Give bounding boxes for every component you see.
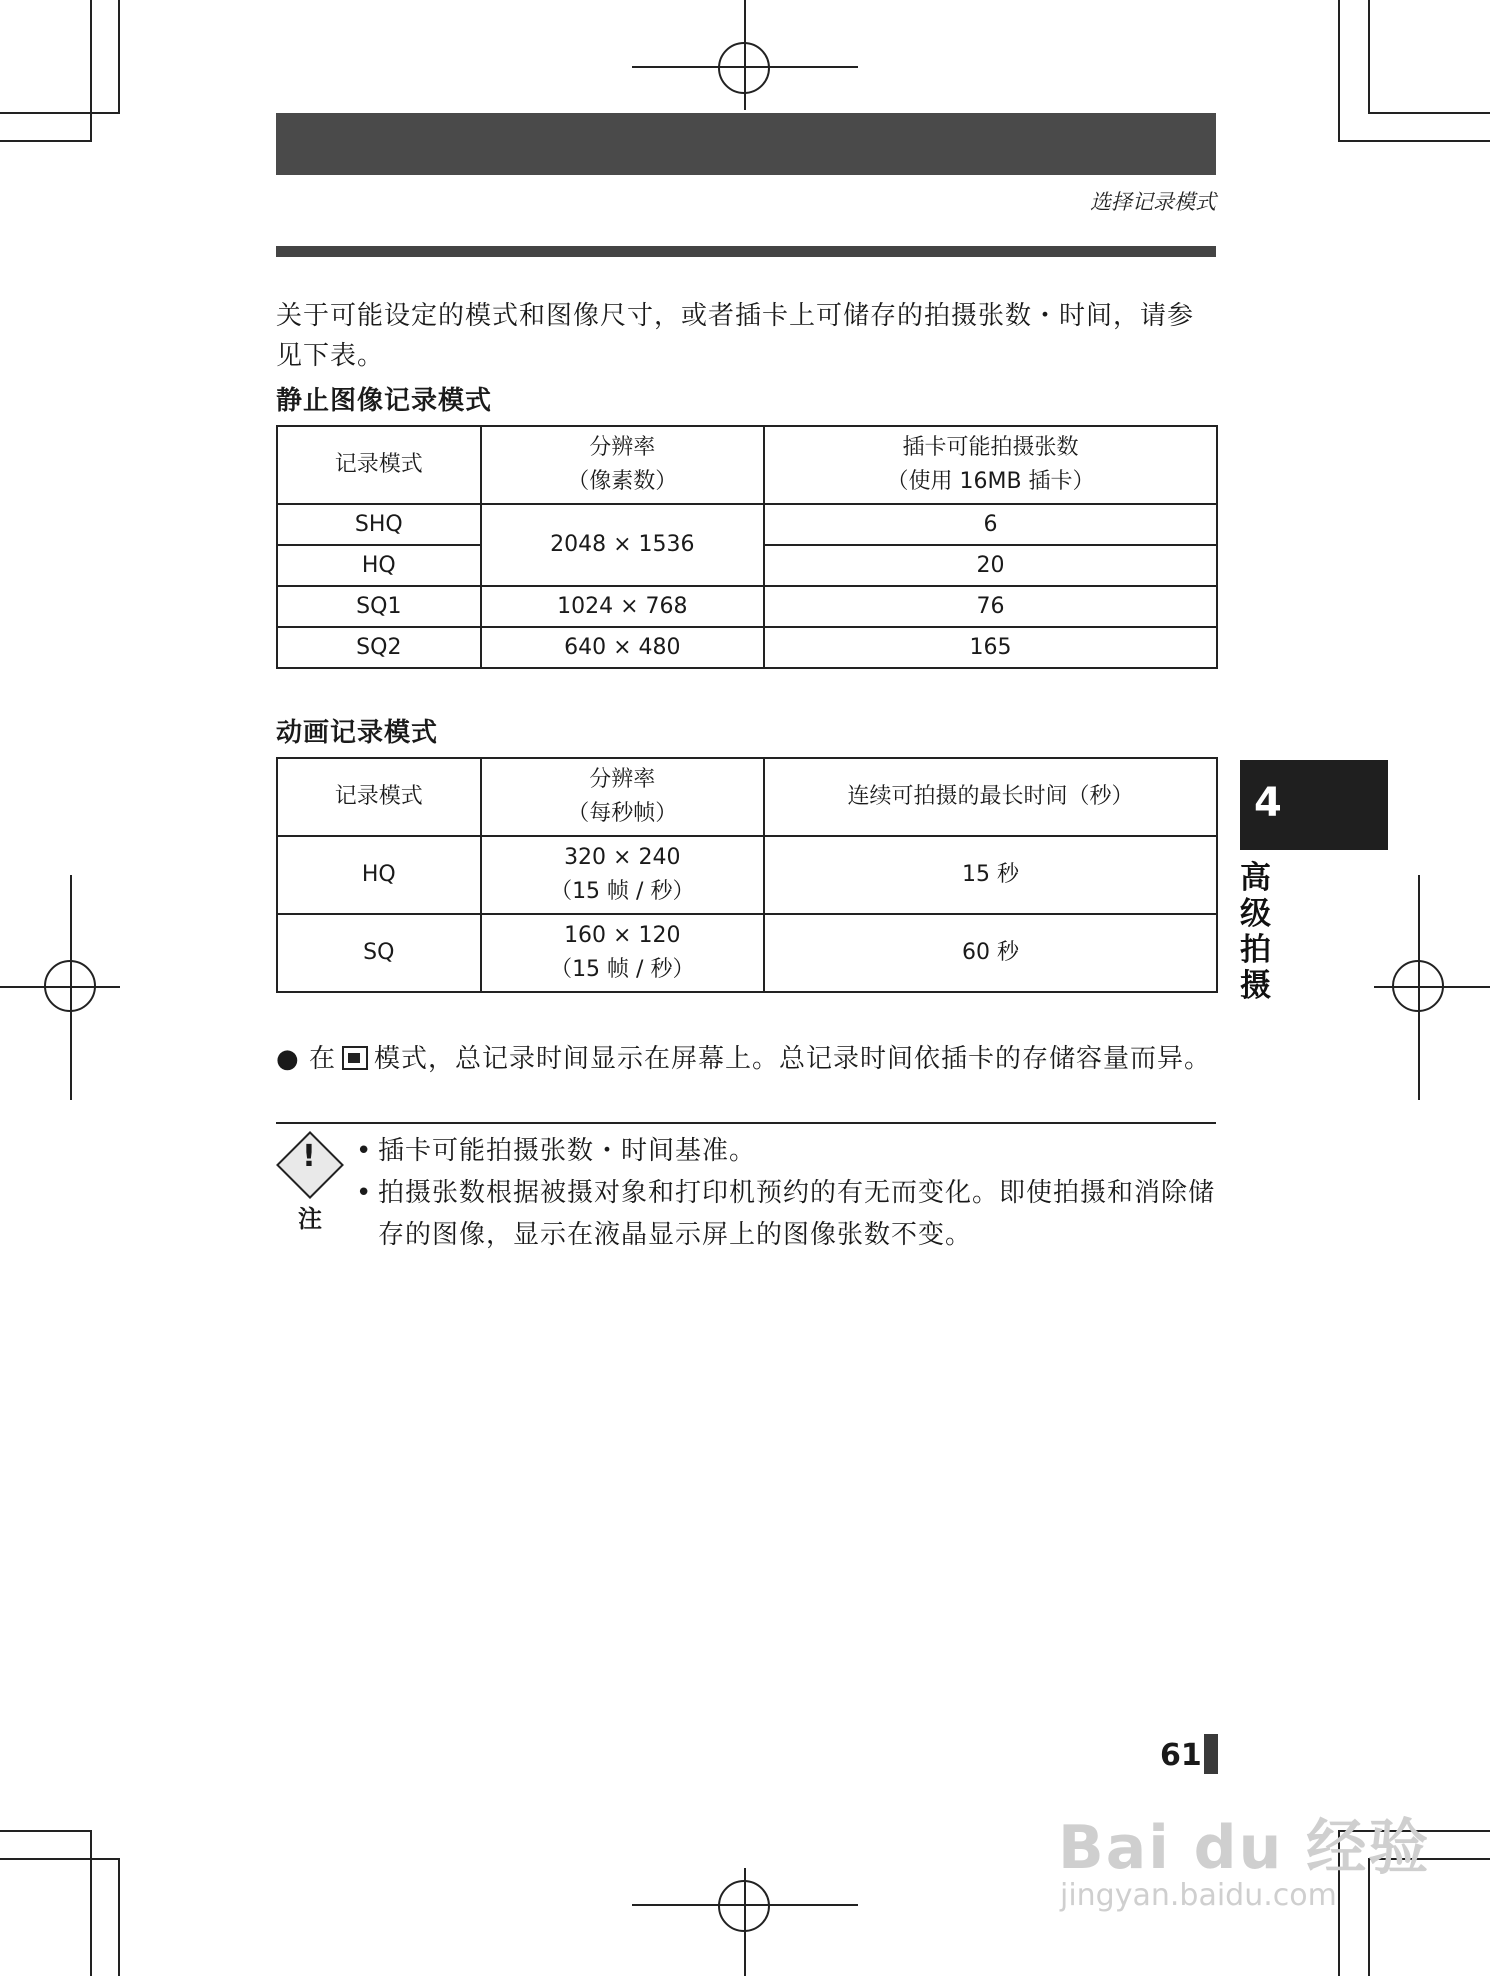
col-header-mode: 记录模式: [277, 426, 481, 504]
table-row: [277, 586, 1217, 627]
registration-mark: [44, 960, 96, 1012]
col-header-resolution-unit: （每秒帧）: [567, 801, 678, 826]
registration-mark: [718, 1880, 770, 1932]
cell-count: 165: [764, 627, 1217, 668]
header-bar: [276, 113, 1216, 175]
watermark-url: jingyan.baidu.com: [1060, 1878, 1337, 1913]
chapter-tab: [1240, 760, 1388, 850]
movie-mode-note: [276, 1038, 1211, 1075]
cell-time: 15 秒: [764, 836, 1217, 914]
crop-mark: [0, 112, 120, 114]
crop-mark: [1368, 112, 1490, 114]
watermark-logo: Bai du 经验: [1058, 1813, 1431, 1883]
table-row: [277, 836, 1217, 914]
cell-fps-value: （15 帧 / 秒）: [550, 879, 695, 904]
bullet-prefix: ● 在: [276, 1044, 336, 1074]
note-rule: [276, 1122, 1216, 1124]
col-header-mode: 记录模式: [277, 758, 481, 836]
chapter-number: 4: [1254, 780, 1282, 826]
col-header-count-unit: （使用 16MB 插卡）: [886, 469, 1095, 494]
crop-mark: [118, 1858, 120, 1976]
col-header-count: [764, 426, 1217, 504]
movie-table-heading: 动画记录模式: [276, 718, 439, 748]
table-row: [277, 914, 1217, 992]
bullet-suffix: 模式，总记录时间显示在屏幕上。总记录时间依插卡的存储容量而异。: [373, 1044, 1211, 1074]
registration-mark: [718, 42, 770, 94]
crop-mark: [1338, 0, 1340, 140]
exclamation-icon: !: [302, 1139, 316, 1174]
cell-resolution-value: 160 × 120: [564, 923, 681, 948]
cell-count: 6: [764, 504, 1217, 545]
table-header-row: [277, 426, 1217, 504]
movie-mode-icon: [342, 1046, 368, 1070]
table-row: [277, 627, 1217, 668]
page-number-marker: [1204, 1734, 1218, 1774]
cell-mode: HQ: [277, 836, 481, 914]
cell-resolution: 2048 × 1536: [481, 504, 764, 586]
crop-mark: [0, 140, 92, 142]
crop-mark: [1338, 140, 1490, 142]
cell-mode: SHQ: [277, 504, 481, 545]
crop-mark: [0, 1830, 92, 1832]
table-row: [277, 504, 1217, 545]
note-label: 注: [298, 1205, 322, 1233]
caution-icon: [280, 1135, 340, 1235]
movie-mode-table: [276, 757, 1218, 993]
cell-time: 60 秒: [764, 914, 1217, 992]
cell-mode: SQ: [277, 914, 481, 992]
col-header-resolution: [481, 426, 764, 504]
col-header-resolution-label: 分辨率: [589, 435, 656, 460]
col-header-count-label: 插卡可能拍摄张数: [902, 435, 1079, 460]
crop-mark: [90, 1830, 92, 1976]
crop-mark: [118, 0, 120, 112]
still-mode-table: [276, 425, 1218, 669]
col-header-resolution-unit: （像素数）: [567, 469, 678, 494]
note-list: [356, 1130, 1216, 1256]
cell-mode: HQ: [277, 545, 481, 586]
intro-paragraph: 关于可能设定的模式和图像尺寸，或者插卡上可储存的拍摄张数・时间，请参见下表。: [276, 301, 1195, 371]
col-header-time: 连续可拍摄的最长时间（秒）: [764, 758, 1217, 836]
still-table-heading: 静止图像记录模式: [276, 386, 493, 416]
cell-resolution: 640 × 480: [481, 627, 764, 668]
col-header-resolution: [481, 758, 764, 836]
cell-resolution: 1024 × 768: [481, 586, 764, 627]
cell-resolution: [481, 836, 764, 914]
cell-count: 20: [764, 545, 1217, 586]
cell-mode: SQ1: [277, 586, 481, 627]
cell-resolution: [481, 914, 764, 992]
header-rule: [276, 246, 1216, 257]
cell-count: 76: [764, 586, 1217, 627]
chapter-title: 高级拍摄: [1240, 860, 1271, 1004]
crop-mark: [90, 0, 92, 140]
cell-resolution-value: 320 × 240: [564, 845, 681, 870]
table-header-row: [277, 758, 1217, 836]
cell-mode: SQ2: [277, 627, 481, 668]
crop-mark: [1368, 0, 1370, 112]
col-header-resolution-label: 分辨率: [589, 767, 656, 792]
note-item: • 拍摄张数根据被摄对象和打印机预约的有无而变化。即使拍摄和消除储存的图像，显示在液晶显示屏上的图像张数不变。: [356, 1172, 1216, 1256]
section-title: 选择记录模式: [1090, 190, 1216, 214]
registration-mark: [1392, 960, 1444, 1012]
note-item: • 插卡可能拍摄张数・时间基准。: [356, 1130, 1216, 1172]
cell-fps-value: （15 帧 / 秒）: [550, 957, 695, 982]
page-number: 61: [1160, 1738, 1202, 1773]
crop-mark: [0, 1858, 120, 1860]
